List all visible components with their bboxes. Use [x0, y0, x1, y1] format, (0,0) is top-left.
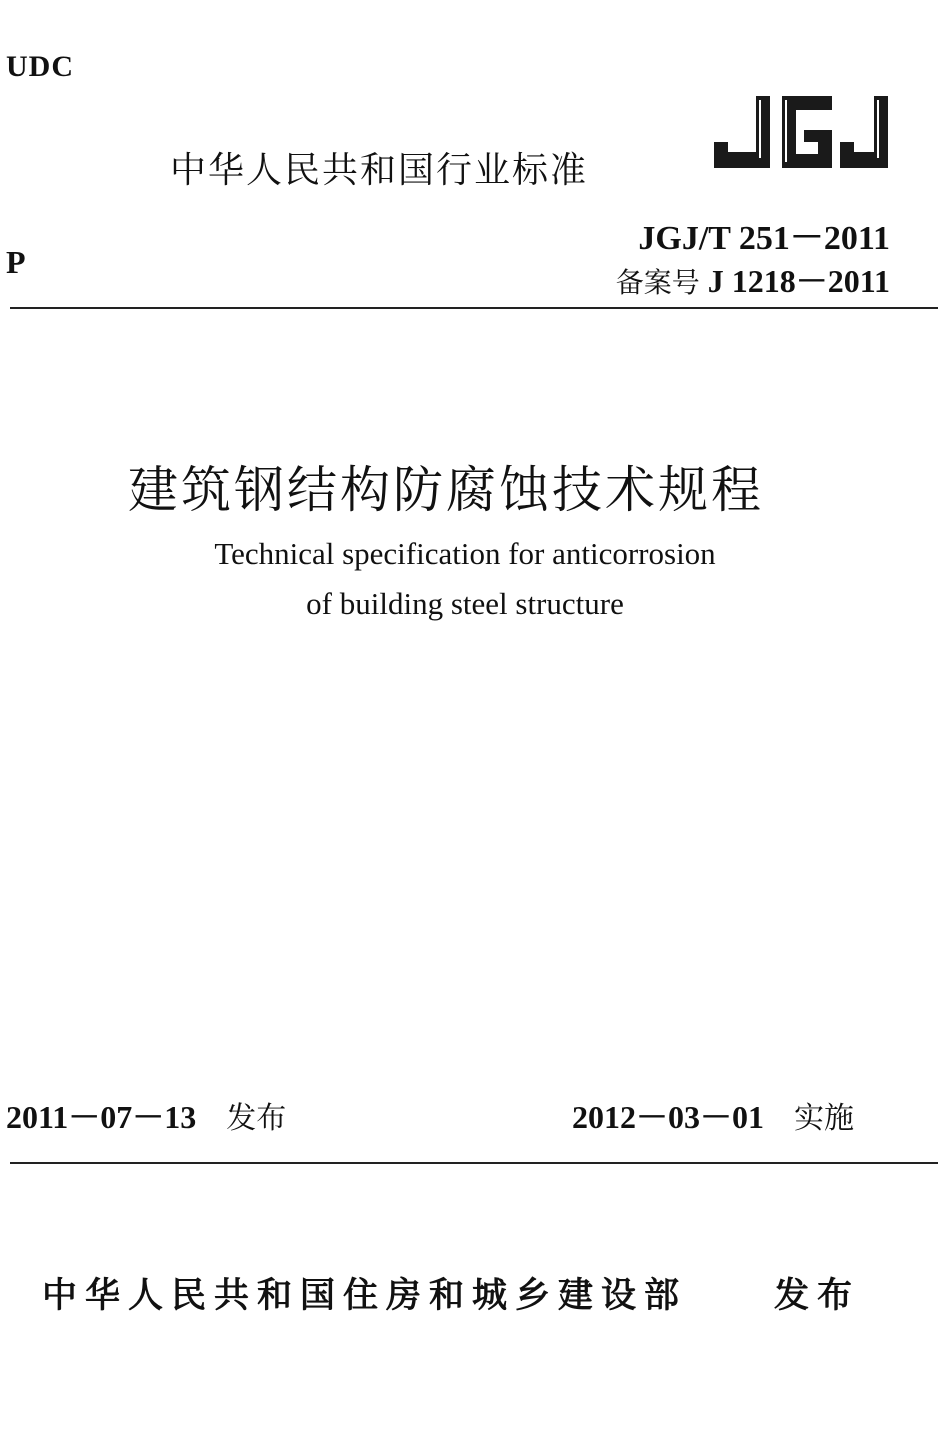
effective-date: 2012－03－01	[572, 1099, 765, 1135]
classification-label: P	[6, 244, 26, 280]
bottom-divider	[10, 1162, 938, 1164]
jgj-logo	[712, 92, 894, 184]
udc-label: UDC	[6, 50, 74, 83]
publish-label: 发布	[226, 1101, 287, 1136]
record-number: J 1218－2011	[707, 263, 890, 299]
effective-date-line	[572, 1092, 854, 1138]
document-title-english-line1: Technical specification for anticorrosion	[214, 536, 716, 571]
publish-date: 2011－07－13	[6, 1099, 197, 1135]
standard-type-title: 中华人民共和国行业标准	[170, 150, 589, 191]
document-title-chinese: 建筑钢结构防腐蚀技术规程	[128, 461, 764, 519]
record-number-line	[616, 256, 890, 302]
issuing-authority: 中华人民共和国住房和城乡建设部	[42, 1276, 688, 1316]
publish-date-line	[6, 1092, 286, 1138]
document-title-english-line2: of building steel structure	[306, 586, 624, 621]
top-divider	[10, 307, 938, 309]
record-prefix: 备案号	[615, 266, 700, 299]
logo-text: JGJ	[802, 182, 804, 183]
standard-code: JGJ/T 251－2011	[638, 220, 890, 257]
issuing-verb: 发布	[774, 1276, 861, 1316]
effective-label: 实施	[794, 1101, 855, 1136]
